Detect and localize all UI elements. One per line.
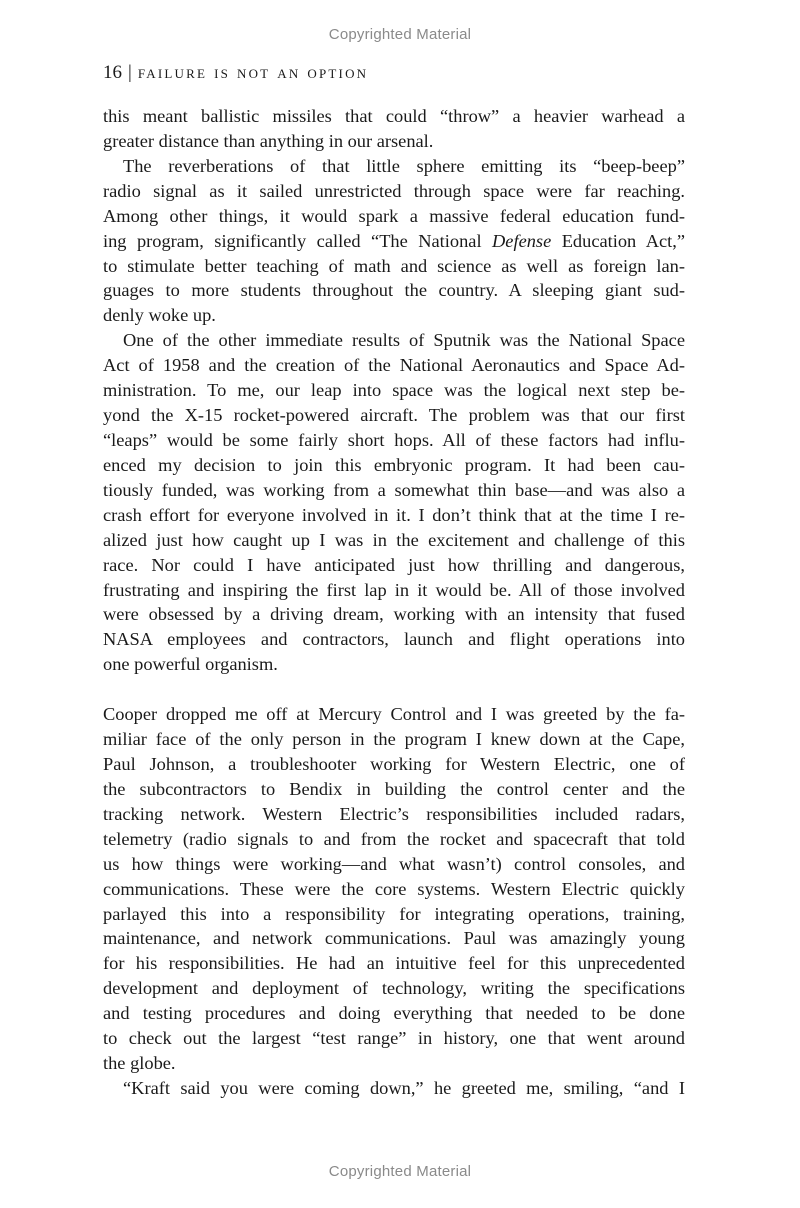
running-header <box>103 62 368 84</box>
text-line: ministration. To me, our leap into space was the logical next step be- <box>103 380 685 401</box>
text-line: guages to more students throughout the country. A sleeping giant sud- <box>103 280 685 301</box>
text-line: miliar face of the only person in the program I knew down at the Cape, <box>103 729 685 750</box>
text-line: communications. These were the core systems. Western Electric quickly <box>103 878 685 899</box>
paragraph <box>103 1076 685 1101</box>
text-line: alized just how caught up I was in the excitement and challenge of this <box>103 529 685 550</box>
text-line: radio signal as it sailed unrestricted through space were far reaching. <box>103 180 685 201</box>
header-separator: | <box>128 62 132 83</box>
body-text <box>103 104 685 1101</box>
text-line: the subcontractors to Bendix in building the control center and the <box>103 778 685 799</box>
text-line: denly woke up. <box>103 305 216 326</box>
text-line: to stimulate better teaching of math and science as well as foreign lan- <box>103 255 685 276</box>
paragraph <box>103 104 685 154</box>
text-line: parlayed this into a responsibility for integrating operations, training, <box>103 903 685 924</box>
text-line: ing program, significantly called “The National Defense Education Act,” <box>103 230 686 251</box>
text-line: this meant ballistic missiles that could “throw” a heavier warhead a <box>103 106 685 126</box>
text-line: us how things were working—and what wasn’t) control consoles, and <box>103 853 685 874</box>
text-line: Among other things, it would spark a massive federal education fund- <box>103 205 685 226</box>
text-line: frustrating and inspiring the first lap in it would be. All of those involved <box>103 579 685 600</box>
book-title: failure is not an option <box>137 62 369 83</box>
copyright-watermark-bottom: Copyrighted Material <box>328 1163 472 1180</box>
text-line: tiously funded, was working from a somewhat thin base—and was also a <box>103 479 685 500</box>
text-line: for his responsibilities. He had an intuitive feel for this unprecedented <box>103 953 685 974</box>
text-line: were obsessed by a driving dream, working with an intensity that fused <box>103 604 685 625</box>
text-line: to check out the largest “test range” in history, one that went around <box>103 1028 685 1049</box>
paragraph <box>103 154 685 328</box>
text-line: One of the other immediate results of Sputnik was the National Space <box>123 330 685 351</box>
text-line: one powerful organism. <box>103 654 278 675</box>
paragraph <box>103 328 685 677</box>
text-line: tracking network. Western Electric’s responsibilities included radars, <box>103 803 685 824</box>
text-line: enced my decision to join this embryonic program. It had been cau- <box>103 454 685 475</box>
copyright-watermark-top: Copyrighted Material <box>328 26 472 43</box>
text-line: maintenance, and network communications. Paul was amazingly young <box>103 928 685 949</box>
paragraph <box>103 702 685 1076</box>
text-line: the globe. <box>103 1053 176 1074</box>
text-line: Paul Johnson, a troubleshooter working for Western Electric, one of <box>103 753 685 774</box>
text-line: “leaps” would be some fairly short hops. All of these factors had influ- <box>103 429 685 450</box>
text-line: Act of 1958 and the creation of the National Aeronautics and Space Ad- <box>103 355 685 376</box>
text-line: “Kraft said you were coming down,” he greeted me, smiling, “and I <box>123 1077 685 1098</box>
page-number: 16 <box>103 62 122 83</box>
text-line: race. Nor could I have anticipated just how thrilling and dangerous, <box>103 554 685 575</box>
text-line: NASA employees and contractors, launch and flight operations into <box>103 629 685 650</box>
text-line: Cooper dropped me off at Mercury Control and I was greeted by the fa- <box>103 704 685 725</box>
text-line: greater distance than anything in our arsenal. <box>103 130 434 151</box>
section-break <box>103 677 685 702</box>
text-line: and testing procedures and doing everything that needed to be done <box>103 1003 685 1024</box>
text-line: yond the X-15 rocket-powered aircraft. The problem was that our first <box>103 405 685 426</box>
text-line: crash effort for everyone involved in it. I don’t think that at the time I re- <box>103 504 685 525</box>
text-line: development and deployment of technology, writing the specifications <box>103 978 685 999</box>
text-line: The reverberations of that little sphere emitting its “beep-beep” <box>123 155 685 176</box>
text-line: telemetry (radio signals to and from the rocket and spacecraft that told <box>103 828 685 849</box>
